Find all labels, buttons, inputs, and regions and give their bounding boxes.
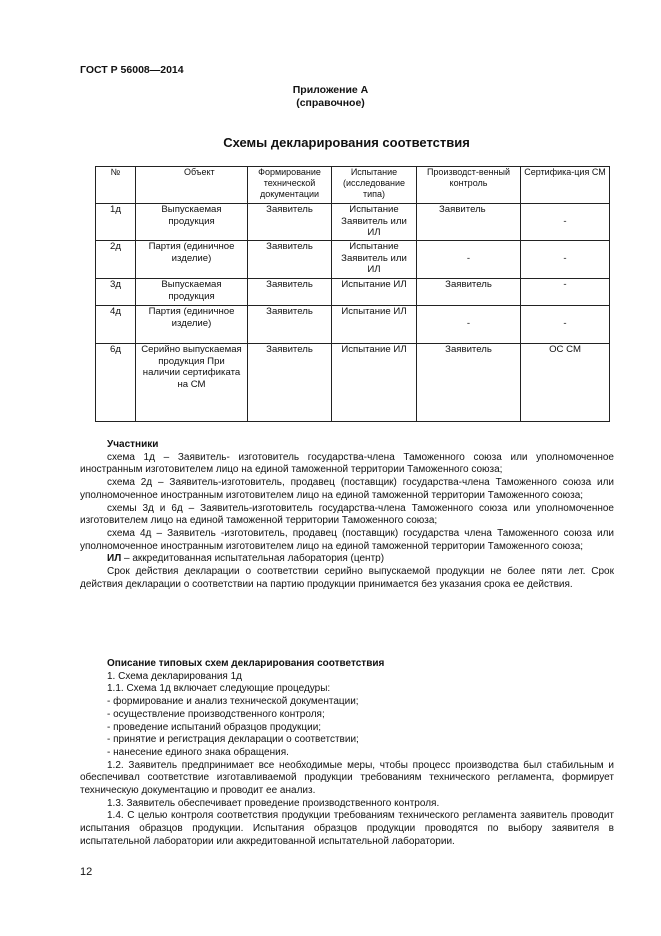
table-row: [96, 306, 610, 344]
description-section: [80, 658, 614, 849]
col-header-certification: Сертифика-ция СМ: [521, 167, 610, 204]
table-row: [96, 344, 610, 422]
participants-il-definition: [80, 553, 614, 566]
cell-number: 3д: [96, 279, 136, 306]
col-header-object: Объект: [136, 167, 248, 204]
cell-number: 1д: [96, 204, 136, 241]
cell-production-control: -: [417, 306, 521, 344]
cell-documentation: Заявитель: [248, 204, 332, 241]
schemes-table: [95, 166, 610, 422]
page-number: 12: [80, 866, 93, 878]
section-title: Схемы декларирования соответствия: [223, 135, 470, 150]
annex-title: Приложение А: [292, 84, 369, 96]
cell-object: Партия (единичное изделие): [136, 241, 248, 279]
table-row: [96, 279, 610, 306]
table-row: [96, 241, 610, 279]
cell-testing: Испытание ИЛ: [332, 306, 417, 344]
cell-testing: Испытание ИЛ: [332, 344, 417, 422]
col-header-documentation: Формирование технической документации: [248, 167, 332, 204]
cell-production-control: Заявитель: [417, 204, 521, 241]
document-id: ГОСТ Р 56008—2014: [80, 64, 184, 76]
procedure-item: - принятие и регистрация декларации о соответствии;: [107, 734, 359, 746]
cell-testing: Испытание Заявитель или ИЛ: [332, 204, 417, 241]
cell-documentation: Заявитель: [248, 344, 332, 422]
clause-1-3: 1.3. Заявитель обеспечивает проведение производственного контроля.: [107, 797, 440, 809]
cell-certification: -: [521, 204, 610, 241]
col-header-production-control: Производст-венный контроль: [417, 167, 521, 204]
procedure-item: - формирование и анализ технической документации;: [107, 696, 359, 708]
cell-testing: Испытание Заявитель или ИЛ: [332, 241, 417, 279]
participants-heading: Участники: [107, 439, 159, 450]
clause-1-4: 1.4. С целью контроля соответствия продукции требованиям технического регламента заявитель проводит испытания образцов продукции. Испытания образцов продукции проводятся по выбору заявителя в испытательной лаборатории или аккредитованной испытательной лаборатории.: [80, 810, 614, 847]
participants-scheme-2d: схема 2д – Заявитель-изготовитель, продавец (поставщик) государства-члена Таможенного союза или уполномоченное иностранным изготовителем лицо на единой таможенной территории Таможенного союза;: [80, 477, 614, 501]
cell-production-control: -: [417, 241, 521, 279]
cell-production-control: Заявитель: [417, 279, 521, 306]
participants-scheme-3d-6d: схемы 3д и 6д – Заявитель-изготовитель государства-члена Таможенного союза или уполномоченное изготовителем лицо на единой таможенной территории Таможенного союза;: [80, 502, 614, 527]
cell-certification: -: [521, 306, 610, 344]
cell-object: Серийно выпускаемая продукция При наличии сертификата на СМ: [136, 344, 248, 422]
cell-object: Выпускаемая продукция: [136, 279, 248, 306]
col-header-number: №: [96, 167, 136, 204]
cell-number: 4д: [96, 306, 136, 344]
cell-certification: -: [521, 279, 610, 306]
description-heading: Описание типовых схем декларирования соответствия: [107, 658, 385, 669]
cell-certification: -: [521, 241, 610, 279]
cell-number: 6д: [96, 344, 136, 422]
table-header-row: [96, 167, 610, 204]
participants-scheme-4d: схема 4д – Заявитель -изготовитель, продавец (поставщик) государства члена Таможенного союза или уполномоченное иностранным изготовителем лицо на единой таможенной территории Таможенного союза;: [80, 527, 614, 552]
cell-documentation: Заявитель: [248, 279, 332, 306]
cell-production-control: Заявитель: [417, 344, 521, 422]
cell-object: Партия (единичное изделие): [136, 306, 248, 344]
col-header-testing: Испытание (исследование типа): [332, 167, 417, 204]
table-row: [96, 204, 610, 241]
procedure-item: - проведение испытаний образцов продукции;: [107, 721, 322, 733]
declaration-validity: Срок действия декларации о соответствии серийно выпускаемой продукции не более пяти лет. Срок действия декларации о соответствии на партию продукции принимается без указания срока ее действия.: [80, 566, 614, 590]
description-line: 1.1. Схема 1д включает следующие процедуры:: [107, 683, 331, 695]
participants-scheme-1d: схема 1д – Заявитель- изготовитель государства-члена Таможенного союза или уполномоченное иностранным изготовителем лицо на единой таможенной территории Таможенного союза;: [80, 451, 614, 476]
procedure-item: - осуществление производственного контроля;: [107, 708, 325, 720]
cell-number: 2д: [96, 241, 136, 279]
annex-subtitle: (справочное): [296, 97, 365, 109]
il-definition-text: – аккредитованная испытательная лаборатория (центр): [121, 553, 385, 565]
cell-certification: ОС СМ: [521, 344, 610, 422]
procedure-item: - нанесение единого знака обращения.: [107, 746, 289, 758]
participants-section: [80, 439, 614, 591]
cell-documentation: Заявитель: [248, 306, 332, 344]
cell-object: Выпускаемая продукция: [136, 204, 248, 241]
description-line: 1. Схема декларирования 1д: [107, 670, 243, 682]
cell-documentation: Заявитель: [248, 241, 332, 279]
clause-1-2: 1.2. Заявитель предпринимает все необходимые меры, чтобы процесс производства был стабильным и обеспечивал соответствие изготавливаемой продукции требованиям технического регламента, формирует техническую документацию и проводит ее анализ.: [80, 759, 614, 797]
cell-testing: Испытание ИЛ: [332, 279, 417, 306]
il-term: ИЛ: [107, 553, 122, 565]
